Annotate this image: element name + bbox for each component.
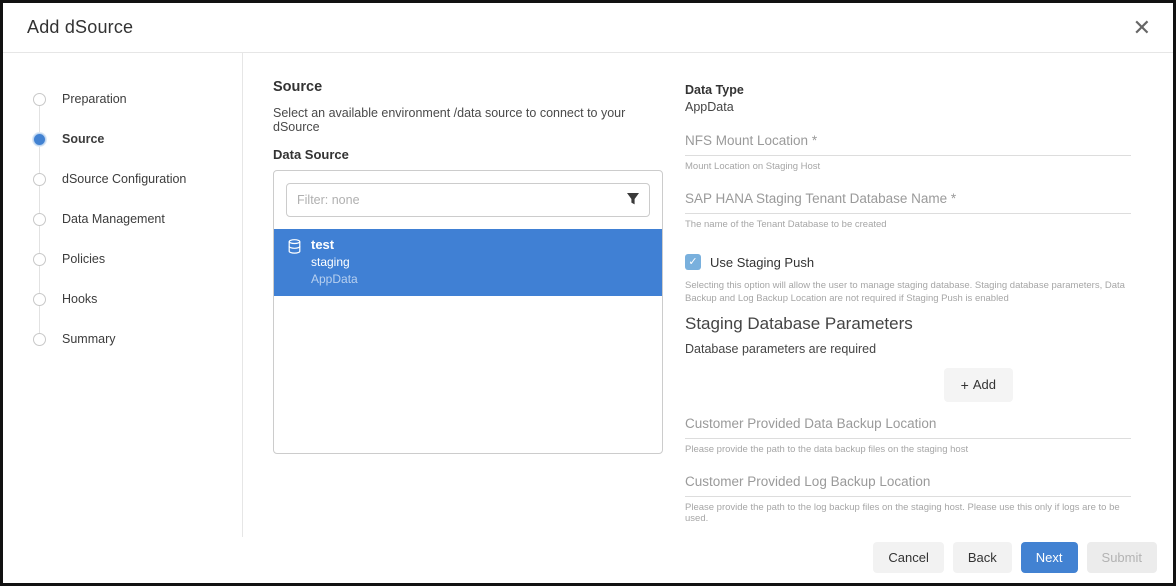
item-environment: staging <box>311 254 350 269</box>
dialog-footer <box>873 542 1157 573</box>
data-source-listbox <box>273 170 663 454</box>
step-dot <box>33 293 46 306</box>
data-backup-field <box>685 416 1131 455</box>
filter-funnel-icon[interactable] <box>626 192 640 206</box>
data-source-label: Data Source <box>273 147 349 162</box>
staging-db-params-subtext: Database parameters are required <box>685 341 877 356</box>
dialog-title: Add dSource <box>27 17 134 37</box>
step-dot <box>33 213 46 226</box>
dialog-header <box>3 3 1173 53</box>
log-backup-helper: Please provide the path to the log backup files on the staging host. Please use this only if logs are to be used. <box>685 501 1120 524</box>
data-backup-helper: Please provide the path to the data backup files on the staging host <box>685 443 969 455</box>
step-preparation[interactable] <box>3 79 242 119</box>
next-button[interactable]: Next <box>1021 542 1078 573</box>
close-icon[interactable]: ✕ <box>1132 14 1151 40</box>
page-subtitle: Select an available environment /data source to connect to your dSource <box>273 106 626 134</box>
list-item-selected[interactable] <box>274 229 662 296</box>
step-label: Preparation <box>62 92 127 106</box>
step-label: Policies <box>62 252 106 266</box>
add-parameter-button[interactable] <box>944 368 1013 402</box>
step-label: Hooks <box>62 292 98 306</box>
page-title: Source <box>273 79 323 95</box>
database-icon <box>288 239 301 259</box>
back-button[interactable]: Back <box>953 542 1012 573</box>
step-label: Data Management <box>62 212 165 226</box>
data-source-list <box>274 229 662 296</box>
step-dot <box>33 173 46 186</box>
step-dot <box>33 333 46 346</box>
main-panel <box>243 53 1173 537</box>
data-source-pane <box>273 79 663 537</box>
use-staging-push-label: Use Staging Push <box>710 254 815 270</box>
cancel-button[interactable]: Cancel <box>873 542 943 573</box>
step-policies[interactable] <box>3 239 242 279</box>
dialog-content <box>3 53 1173 537</box>
step-label: Source <box>62 132 105 146</box>
staging-db-params-heading: Staging Database Parameters <box>685 313 913 333</box>
step-dot-active <box>33 133 46 146</box>
step-label: Summary <box>62 332 116 346</box>
data-type-label: Data Type <box>685 83 744 97</box>
wizard-stepper <box>3 53 243 537</box>
step-label: dSource Configuration <box>62 172 187 186</box>
submit-button: Submit <box>1087 542 1157 573</box>
item-name: test <box>311 237 335 252</box>
add-button-label: Add <box>972 377 996 393</box>
nfs-mount-helper: Mount Location on Staging Host <box>685 161 821 172</box>
step-data-management[interactable] <box>3 199 242 239</box>
checkbox-checked-icon[interactable]: ✓ <box>685 254 701 270</box>
step-hooks[interactable] <box>3 279 242 319</box>
plus-icon: + <box>960 376 969 393</box>
step-dsource-configuration[interactable] <box>3 159 242 199</box>
step-dot <box>33 93 46 106</box>
nfs-mount-input[interactable]: NFS Mount Location * <box>685 133 1131 156</box>
filter-input[interactable] <box>286 183 650 217</box>
log-backup-input[interactable]: Customer Provided Log Backup Location <box>685 474 1131 497</box>
use-staging-push-checkbox[interactable] <box>685 254 1131 270</box>
details-pane <box>663 79 1173 537</box>
tenant-db-helper: The name of the Tenant Database to be created <box>685 219 887 230</box>
nfs-mount-field <box>685 133 1131 172</box>
data-type-value: AppData <box>685 100 734 114</box>
log-backup-field <box>685 474 1131 524</box>
step-dot <box>33 253 46 266</box>
data-backup-input[interactable]: Customer Provided Data Backup Location <box>685 416 1131 439</box>
step-source[interactable] <box>3 119 242 159</box>
staging-push-helper: Selecting this option will allow the user to manage staging database. Staging database parameters, Data Backup and Log Backup Location are not required if Staging Push is enabled <box>685 280 1125 305</box>
tenant-db-field <box>685 191 1131 230</box>
item-type: AppData <box>311 271 358 286</box>
step-summary[interactable] <box>3 319 242 359</box>
tenant-db-input[interactable]: SAP HANA Staging Tenant Database Name * <box>685 191 1131 214</box>
